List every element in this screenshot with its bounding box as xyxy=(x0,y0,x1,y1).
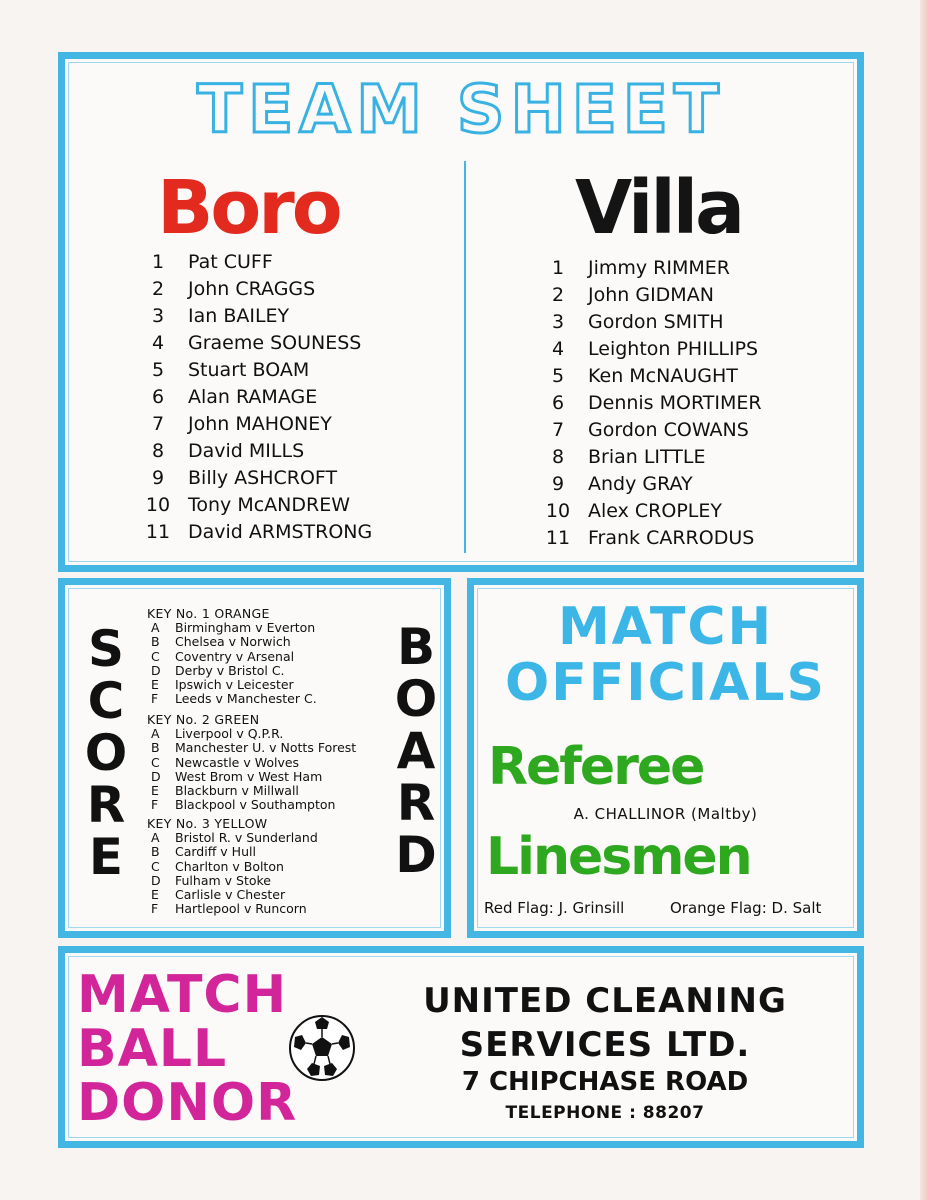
player-name: John GIDMAN xyxy=(588,284,714,306)
officials-title-line2: OFFICIALS xyxy=(505,653,826,713)
fixture-teams: Cardiff v Hull xyxy=(175,844,256,860)
roster-row xyxy=(140,330,372,357)
fixture-row xyxy=(147,860,387,874)
scoreboard-panel xyxy=(58,578,451,938)
fixture-teams: Bristol R. v Sunderland xyxy=(175,830,318,845)
shirt-number: 10 xyxy=(145,494,171,516)
roster-row xyxy=(540,363,762,390)
roster-row xyxy=(540,471,762,498)
fixture-teams: West Brom v West Ham xyxy=(175,768,323,784)
fixture-row xyxy=(147,692,387,706)
football-icon xyxy=(287,1013,357,1083)
fixture-row xyxy=(147,784,387,798)
shirt-number: 7 xyxy=(551,419,565,441)
fixture-letter: D xyxy=(151,872,161,888)
fixture-letter: E xyxy=(151,887,159,903)
fixture-letter: C xyxy=(151,648,160,664)
roster-row xyxy=(140,465,372,492)
roster-row xyxy=(140,384,372,411)
away-team-name: Villa xyxy=(575,165,743,251)
fixture-letter: A xyxy=(151,620,160,635)
roster-row xyxy=(140,276,372,303)
shirt-number: 3 xyxy=(151,305,165,327)
player-name: Pat CUFF xyxy=(188,251,273,273)
shirt-number: 2 xyxy=(551,284,565,306)
fixture-row xyxy=(147,798,387,812)
player-name: Alan RAMAGE xyxy=(188,386,318,408)
fixture-teams: Hartlepool v Runcorn xyxy=(175,901,307,917)
fixture-letter: F xyxy=(151,691,159,707)
fixture-teams: Newcastle v Wolves xyxy=(175,754,300,770)
fixture-teams: Fulham v Stoke xyxy=(175,872,271,888)
company-address: 7 CHIPCHASE ROAD xyxy=(461,1067,749,1097)
team-sheet-panel xyxy=(58,52,864,572)
fixture-row xyxy=(147,845,387,859)
roster-row xyxy=(140,492,372,519)
fixture-row xyxy=(147,621,387,635)
page-edge xyxy=(920,0,928,1200)
roster-row xyxy=(540,255,762,282)
fixture-teams: Chelsea v Norwich xyxy=(175,634,291,650)
roster-row xyxy=(140,249,372,276)
vertical-letter: C xyxy=(87,672,125,730)
key-block-3 xyxy=(147,817,387,917)
fixture-teams: Derby v Bristol C. xyxy=(175,662,285,678)
shirt-number: 9 xyxy=(151,467,165,489)
roster-row xyxy=(540,390,762,417)
fixture-teams: Charlton v Bolton xyxy=(175,858,284,874)
key-heading: KEY No. 2 GREEN xyxy=(147,712,260,727)
shirt-number: 4 xyxy=(151,332,165,354)
donor-heading-line1: MATCH xyxy=(77,965,288,1025)
shirt-number: 8 xyxy=(551,446,565,468)
player-name: Gordon COWANS xyxy=(588,419,749,441)
linesmen-label: Linesmen xyxy=(486,827,751,887)
player-name: Alex CROPLEY xyxy=(588,500,722,522)
roster-row xyxy=(540,444,762,471)
shirt-number: 11 xyxy=(145,521,171,543)
vertical-letter: R xyxy=(86,776,126,834)
shirt-number: 9 xyxy=(551,473,565,495)
player-name: Stuart BOAM xyxy=(188,359,310,381)
shirt-number: 5 xyxy=(551,365,565,387)
player-name: Brian LITTLE xyxy=(588,446,706,468)
company-name-line1: UNITED CLEANING xyxy=(423,981,787,1021)
player-name: Billy ASHCROFT xyxy=(188,467,338,489)
player-name: David MILLS xyxy=(188,440,305,462)
key-heading: KEY No. 1 ORANGE xyxy=(147,606,270,621)
referee-name: A. CHALLINOR (Maltby) xyxy=(573,805,758,823)
fixture-letter: E xyxy=(151,677,159,693)
roster-row xyxy=(140,303,372,330)
vertical-letter: A xyxy=(396,722,436,780)
player-name: Graeme SOUNESS xyxy=(188,332,362,354)
roster-row xyxy=(140,411,372,438)
key-block-2 xyxy=(147,713,387,813)
fixture-letter: B xyxy=(151,844,160,860)
fixture-letter: A xyxy=(151,726,160,741)
fixture-letter: C xyxy=(151,858,160,874)
vertical-letter: E xyxy=(88,828,124,886)
fixture-row xyxy=(147,650,387,664)
shirt-number: 3 xyxy=(551,311,565,333)
player-name: David ARMSTRONG xyxy=(188,521,373,543)
fixture-letter: D xyxy=(151,662,161,678)
player-name: Tony McANDREW xyxy=(188,494,351,516)
vertical-letter: B xyxy=(396,618,436,676)
roster-row xyxy=(540,498,762,525)
fixture-row xyxy=(147,902,387,916)
company-name-line2: SERVICES LTD. xyxy=(459,1025,751,1065)
fixture-teams: Birmingham v Everton xyxy=(175,620,316,635)
officials-panel xyxy=(467,578,864,938)
shirt-number: 6 xyxy=(551,392,565,414)
shirt-number: 1 xyxy=(151,251,165,273)
red-flag-linesman: Red Flag: J. Grinsill xyxy=(484,899,625,917)
fixture-teams: Liverpool v Q.P.R. xyxy=(175,726,284,741)
home-team-name: Boro xyxy=(157,165,340,251)
player-name: Ken McNAUGHT xyxy=(588,365,738,387)
match-ball-donor-panel xyxy=(58,946,864,1148)
donor-heading-line3: DONOR xyxy=(77,1073,298,1133)
roster-row xyxy=(540,525,762,552)
vertical-letter: O xyxy=(394,670,438,728)
shirt-number: 7 xyxy=(151,413,165,435)
fixture-teams: Coventry v Arsenal xyxy=(175,648,295,664)
fixture-teams: Blackpool v Southampton xyxy=(175,797,336,813)
company-telephone: TELEPHONE : 88207 xyxy=(505,1103,705,1123)
shirt-number: 6 xyxy=(151,386,165,408)
fixture-row xyxy=(147,635,387,649)
fixture-letter: D xyxy=(151,768,161,784)
fixture-teams: Leeds v Manchester C. xyxy=(175,691,317,707)
player-name: Gordon SMITH xyxy=(588,311,724,333)
team-divider xyxy=(464,161,466,553)
fixture-row xyxy=(147,756,387,770)
fixture-row xyxy=(147,727,387,741)
shirt-number: 8 xyxy=(151,440,165,462)
fixture-letter: E xyxy=(151,783,159,799)
fixture-letter: B xyxy=(151,634,160,650)
team-sheet-title: TEAM SHEET xyxy=(197,71,725,148)
roster-row xyxy=(140,438,372,465)
referee-label: Referee xyxy=(488,737,704,797)
player-name: John CRAGGS xyxy=(188,278,316,300)
shirt-number: 5 xyxy=(151,359,165,381)
vertical-letter: S xyxy=(87,620,124,678)
vertical-letter: O xyxy=(84,724,128,782)
fixture-teams: Blackburn v Millwall xyxy=(175,783,299,799)
shirt-number: 4 xyxy=(551,338,565,360)
fixture-row xyxy=(147,831,387,845)
fixture-letter: B xyxy=(151,740,160,756)
fixture-letter: F xyxy=(151,901,159,917)
roster-row xyxy=(140,519,372,546)
fixture-teams: Manchester U. v Notts Forest xyxy=(175,740,357,756)
fixture-row xyxy=(147,741,387,755)
fixture-row xyxy=(147,678,387,692)
home-roster xyxy=(140,249,372,546)
roster-row xyxy=(140,357,372,384)
fixture-letter: A xyxy=(151,830,160,845)
fixture-teams: Carlisle v Chester xyxy=(175,887,286,903)
fixture-letter: C xyxy=(151,754,160,770)
player-name: Jimmy RIMMER xyxy=(588,257,730,279)
player-name: Ian BAILEY xyxy=(188,305,290,327)
fixture-row xyxy=(147,874,387,888)
shirt-number: 1 xyxy=(551,257,565,279)
donor-heading-line2: BALL xyxy=(77,1019,228,1079)
player-name: John MAHONEY xyxy=(188,413,332,435)
vertical-letter: R xyxy=(396,774,436,832)
shirt-number: 11 xyxy=(545,527,571,549)
roster-row xyxy=(540,336,762,363)
vertical-letter: D xyxy=(395,826,437,884)
fixture-row xyxy=(147,664,387,678)
fixture-row xyxy=(147,888,387,902)
score-word xyxy=(81,620,131,886)
roster-row xyxy=(540,282,762,309)
away-roster xyxy=(540,255,762,552)
key-heading: KEY No. 3 YELLOW xyxy=(147,816,268,831)
shirt-number: 2 xyxy=(151,278,165,300)
board-word xyxy=(391,618,441,884)
key-block-1 xyxy=(147,607,387,707)
fixture-letter: F xyxy=(151,797,159,813)
orange-flag-linesman: Orange Flag: D. Salt xyxy=(670,899,822,917)
shirt-number: 10 xyxy=(545,500,571,522)
fixture-teams: Ipswich v Leicester xyxy=(175,677,294,693)
player-name: Frank CARRODUS xyxy=(588,527,755,549)
player-name: Leighton PHILLIPS xyxy=(588,338,759,360)
fixture-row xyxy=(147,770,387,784)
player-name: Andy GRAY xyxy=(588,473,693,495)
player-name: Dennis MORTIMER xyxy=(588,392,762,414)
officials-title-line1: MATCH xyxy=(557,597,774,657)
roster-row xyxy=(540,417,762,444)
roster-row xyxy=(540,309,762,336)
